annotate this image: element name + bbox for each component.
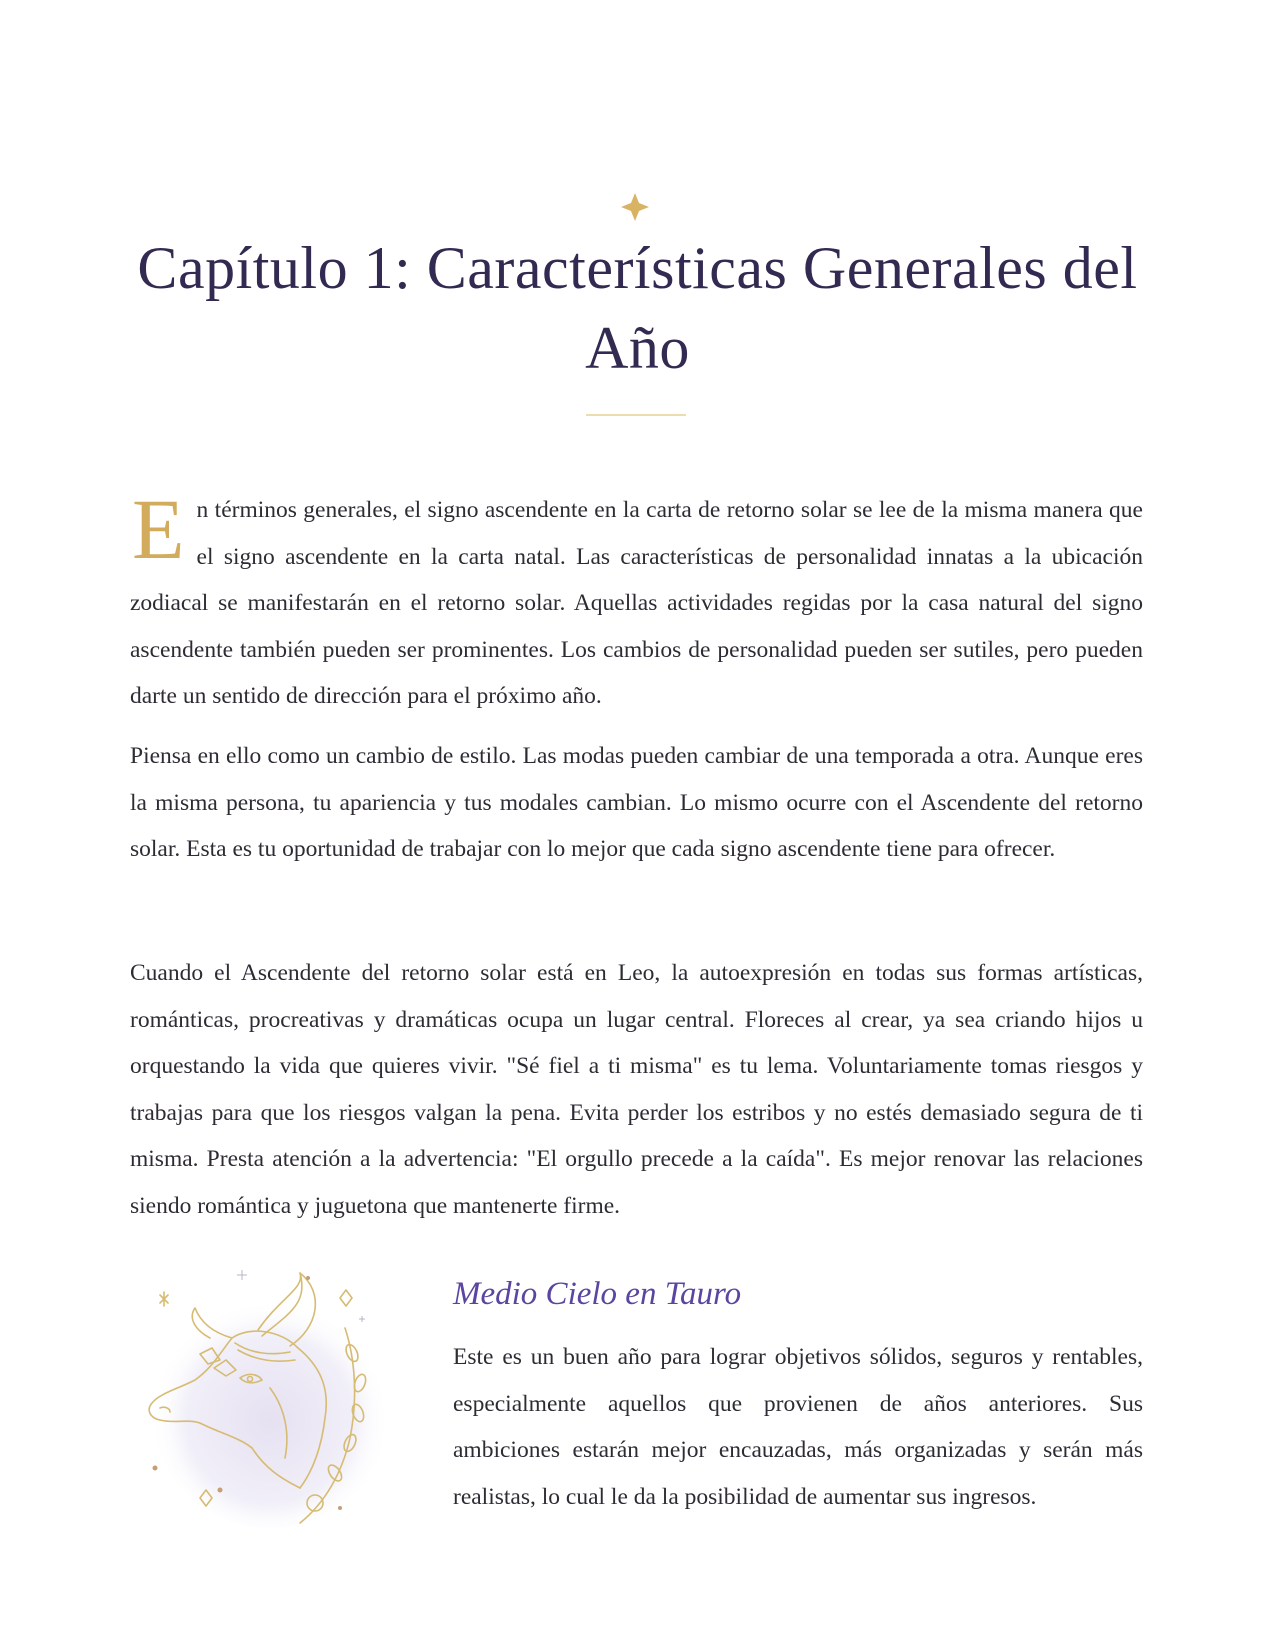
four-point-star-icon xyxy=(620,192,650,222)
paragraph-leo xyxy=(130,950,1143,1229)
drop-cap: E xyxy=(132,481,185,577)
title-divider xyxy=(586,414,686,416)
paragraph-intro-text: n términos generales, el signo ascendente en la carta de retorno solar se lee de la misma manera que el signo ascendente en la carta natal. Las características de personalidad innatas a la ubicación zodiacal se manifestarán en el retorno solar. Aquellas actividades regidas por la casa natural del signo ascendente también pueden ser prominentes. Los cambios de personalidad pueden ser sutiles, pero pueden darte un sentido de dirección para el próximo año. xyxy=(130,497,1143,709)
paragraph-style xyxy=(130,733,1143,873)
chapter-title: Capítulo 1: Características Generales del Año xyxy=(137,235,1138,381)
paragraph-intro xyxy=(130,481,1143,720)
taurus-bull-illustration xyxy=(140,1268,400,1540)
paragraph-leo-text: Cuando el Ascendente del retorno solar está en Leo, la autoexpresión en todas sus formas artísticas, románticas, procreativas y dramáticas ocupa un lugar central. Floreces al crear, ya sea criando hijos u orquestando la vida que quieres vivir. "Sé fiel a ti misma" es tu lema. Voluntariamente tomas riesgos y trabajas para que los riesgos valgan la pena. Evita perder los estribos y no estés demasiado segura de ti misma. Presta atención a la advertencia: "El orgullo precede a la caída". Es mejor renovar las relaciones siendo romántica y juguetona que mantenerte firme. xyxy=(130,960,1143,1219)
section-paragraph-text: Este es un buen año para lograr objetivos sólidos, seguros y rentables, especialmente aquellos que provienen de años anteriores. Sus ambiciones estarán mejor encauzadas, más organizadas y serán más realistas, lo cual le da la posibilidad de aumentar sus ingresos. xyxy=(453,1344,1143,1510)
section-subheading: Medio Cielo en Tauro xyxy=(453,1276,742,1312)
paragraph-style-text: Piensa en ello como un cambio de estilo. Las modas pueden cambiar de una temporada a otra. Aunque eres la misma persona, tu apariencia y tus modales cambian. Lo mismo ocurre con el Ascendente del retorno solar. Esta es tu oportunidad de trabajar con lo mejor que cada signo ascendente tiene para ofrecer. xyxy=(130,743,1143,862)
section-paragraph xyxy=(453,1334,1143,1520)
